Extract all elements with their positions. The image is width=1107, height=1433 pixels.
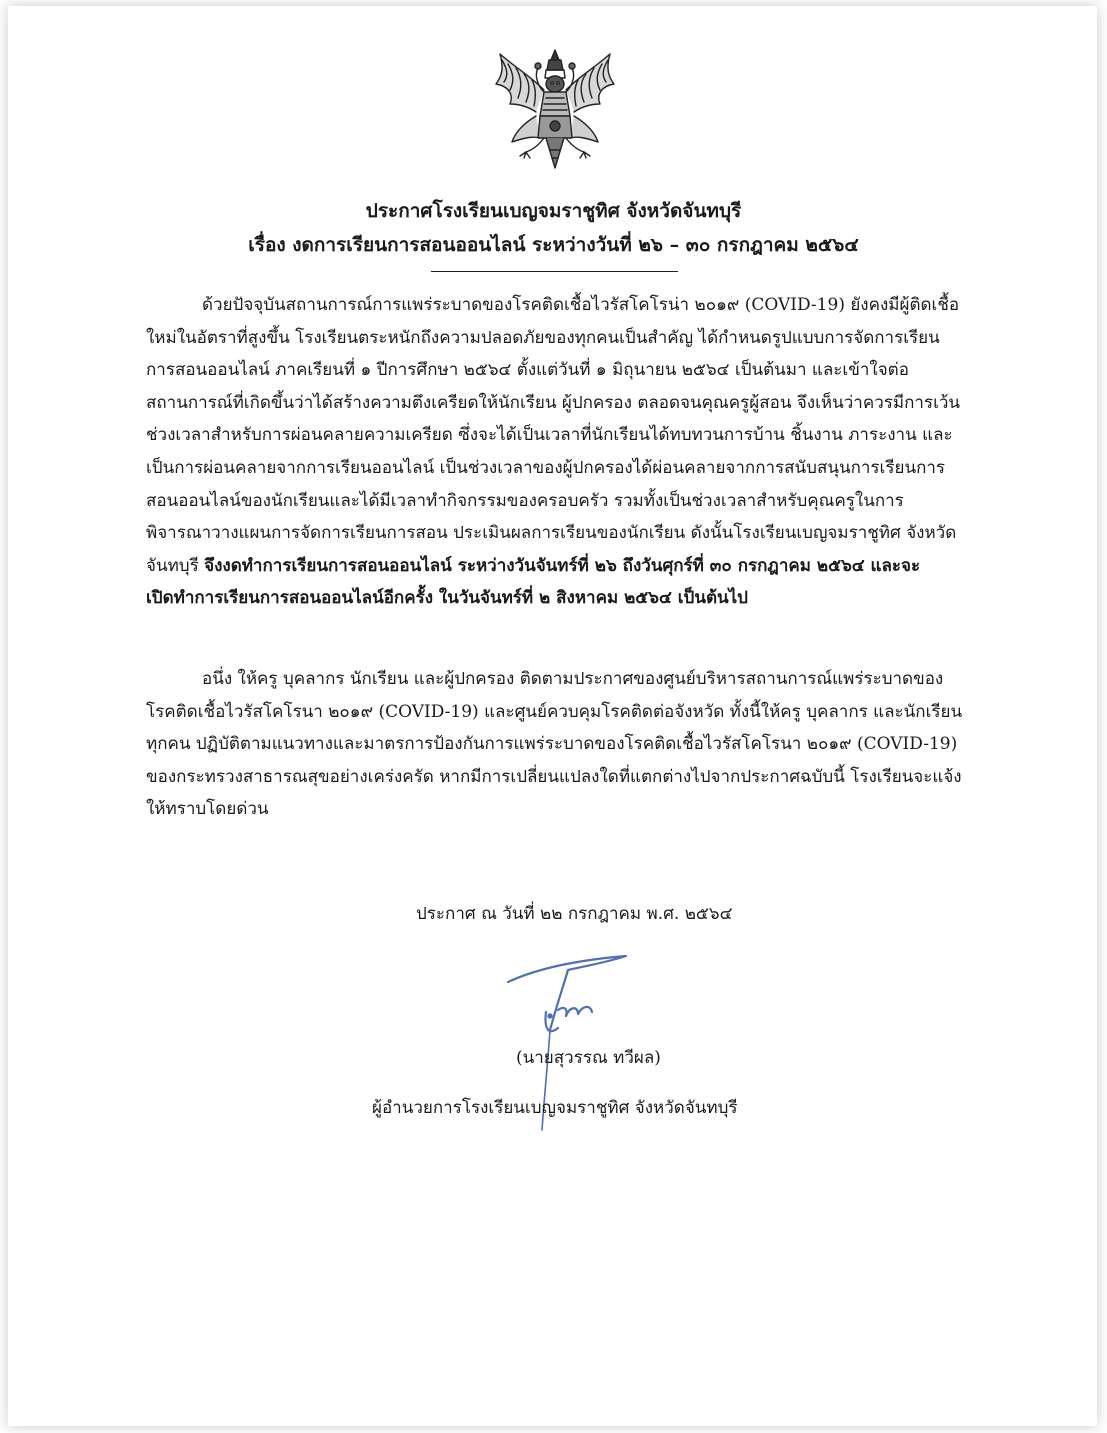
- paragraph-1: [146, 289, 972, 615]
- paragraph-line-mixed: [146, 550, 972, 583]
- signer-name: (นายสุวรรณ ทวีผล): [516, 1048, 661, 1068]
- emphasis-line: เปิดทำการเรียนการสอนออนไลน์อีกครั้ง ในวันจันทร์ที่ ๒ สิงหาคม ๒๕๖๔ เป็นต้นไป: [146, 588, 748, 609]
- paragraph-line: ของกระทรวงสาธารณสุขอย่างเคร่งครัด หากมีการเปลี่ยนแปลงใดที่แตกต่างไปจากประกาศฉบับนี้ โรงเรียนจะแจ้ง: [146, 766, 962, 787]
- paragraph-line: สถานการณ์ที่เกิดขึ้นว่าได้สร้างความตึงเครียดให้นักเรียน ผู้ปกครอง ตลอดจนคุณครูผู้สอน จึงเห็นว่าควรมีการเว้น: [146, 392, 961, 413]
- signer-title: ผู้อำนวยการโรงเรียนเบญจมราชูทิศ จังหวัดจันทบุรี: [372, 1098, 738, 1118]
- paragraph-line: สอนออนไลน์ของนักเรียนและได้มีเวลาทำกิจกรรมของครอบครัว รวมทั้งเป็นช่วงเวลาสำหรับคุณครูในการ: [146, 490, 904, 511]
- paragraph-line: ช่วงเวลาสำหรับการผ่อนคลายความเครียด ซึ่งจะได้เป็นเวลาที่นักเรียนได้ทบทวนการบ้าน ชิ้นงาน ภาระงาน และ: [146, 425, 953, 446]
- announcement-subject: เรื่อง งดการเรียนการสอนออนไลน์ ระหว่างวันที่ ๒๖ – ๓๐ กรกฎาคม ๒๕๖๔: [248, 234, 859, 256]
- paragraph-line: ใหม่ในอัตราที่สูงขึ้น โรงเรียนตระหนักถึงความปลอดภัยของทุกคนเป็นสำคัญ ได้กำหนดรูปแบบการจัดการเรียน: [146, 327, 940, 348]
- paragraph-2: [146, 663, 972, 826]
- paragraph-line: อนึ่ง ให้ครู บุคลากร นักเรียน และผู้ปกครอง ติดตามประกาศของศูนย์บริหารสถานการณ์แพร่ระบาดของ: [202, 669, 944, 689]
- paragraph-line: พิจารณาวางแผนการจัดการเรียนการสอน ประเมินผลการเรียนของนักเรียน ดังนั้นโรงเรียนเบญจมราชูทิศ จังหวัด: [146, 523, 957, 544]
- announcement-title: ประกาศโรงเรียนเบญจมราชูทิศ จังหวัดจันทบุรี: [365, 200, 742, 222]
- emphasis-text: จึงงดทำการเรียนการสอนออนไลน์ ระหว่างวันจันทร์ที่ ๒๖ ถึงวันศุกร์ที่ ๓๐ กรกฎาคม ๒๕๖๔ และจะ: [204, 555, 921, 576]
- header-divider: [431, 271, 678, 272]
- paragraph-line: โรคติดเชื้อไวรัสโคโรนา ๒๐๑๙ (COVID-19) และศูนย์ควบคุมโรคติดต่อจังหวัด ทั้งนี้ให้ครู บุคลากร และนักเรียน: [146, 701, 963, 722]
- paragraph-text: จันทบุรี: [146, 555, 205, 576]
- paragraph-line: ทุกคน ปฏิบัติตามแนวทางและมาตรการป้องกันการแพร่ระบาดของโรคติดเชื้อไวรัสโคโรนา ๒๐๑๙ (COVID-19): [146, 734, 958, 755]
- garuda-emblem: [486, 46, 624, 176]
- announcement-date: ประกาศ ณ วันที่ ๒๒ กรกฎาคม พ.ศ. ๒๕๖๔: [416, 904, 733, 924]
- paragraph-line: การสอนออนไลน์ ภาคเรียนที่ ๑ ปีการศึกษา ๒๕๖๔ ตั้งแต่วันที่ ๑ มิถุนายน ๒๕๖๔ เป็นต้นมา และเข้าใจต่อ: [146, 360, 909, 381]
- paragraph-line: ด้วยปัจจุบันสถานการณ์การแพร่ระบาดของโรคติดเชื้อไวรัสโคโรน่า ๒๐๑๙ (COVID-19) ยังคงมีผู้ติดเชื้อ: [202, 295, 960, 315]
- paragraph-line: ให้ทราบโดยด่วน: [146, 799, 269, 820]
- paragraph-line: เป็นการผ่อนคลายจากการเรียนออนไลน์ เป็นช่วงเวลาของผู้ปกครองได้ผ่อนคลายจากการสนับสนุนการเรียนการ: [146, 457, 946, 478]
